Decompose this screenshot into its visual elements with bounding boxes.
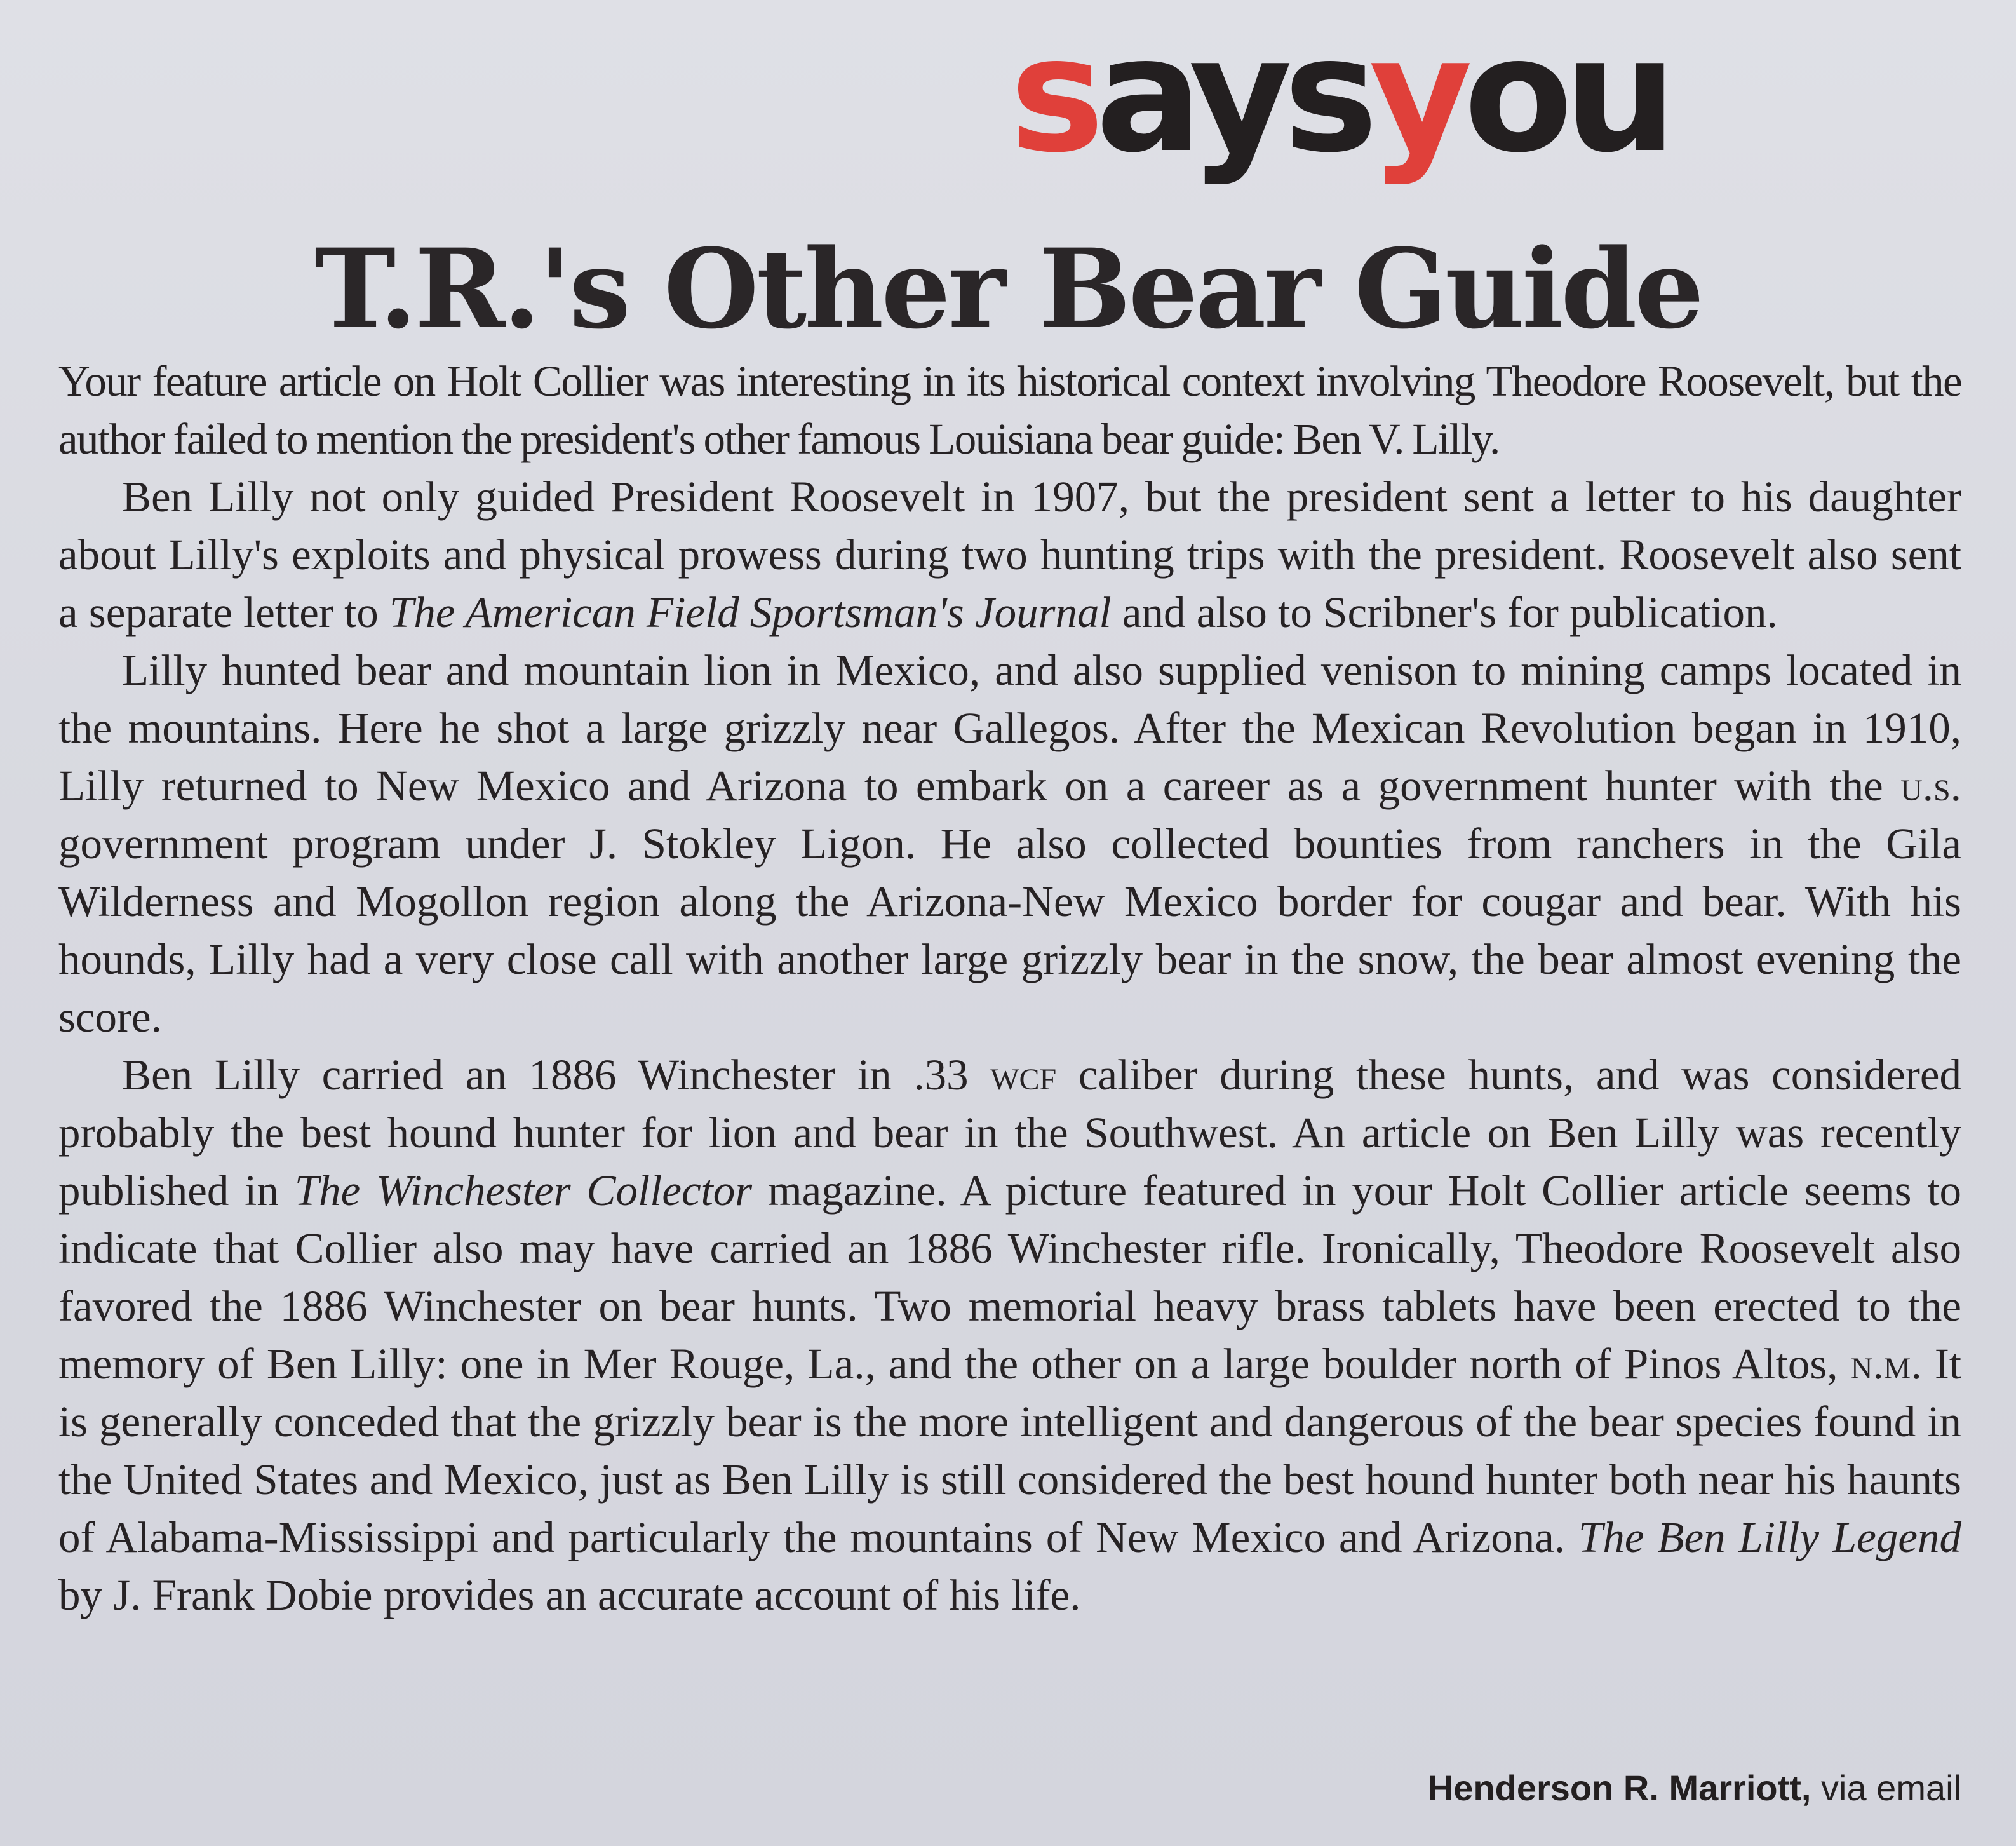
paragraph-2-text-b: and also to Scribner's for publication. [1111,588,1778,637]
us-abbreviation: u.s. [1900,762,1961,810]
logo-letter-y: y [1369,3,1464,187]
paragraph-3-text-b: government program under J. Stokley Ligon. He also collected bounties from ranchers in the Gila Wilderness and Mogollon region along the Arizona-New Mexico border for cougar and bear. With his hounds, Lilly had a very close call with another large grizzly bear in the snow, the bear almost evening the score. [58,819,1961,1041]
author-name: Henderson R. Marriott, [1427,1768,1811,1808]
magazine-title: The Winchester Collector [294,1166,753,1215]
article-body [58,353,1961,1624]
paragraph-3-text-a: Lilly hunted bear and mountain lion in Mexico, and also supplied venison to mining camps located in the mountains. Here he shot a large grizzly near Gallegos. After the Mexican Revolution began in 1910, Lilly returned to New Mexico and Arizona to embark on a career as a government hunter with the [58,646,1961,810]
nm-abbreviation: n.m. [1850,1340,1922,1388]
article-title: T.R.'s Other Bear Guide [314,224,1702,353]
paragraph-2 [58,468,1961,642]
logo-letters-ou: ou [1463,3,1669,187]
paragraph-4-text-b: caliber during these hunts, and was considered probably the best hound hunter for lion and bear in the Southwest. An article on Ben Lilly was recently published in [58,1051,1961,1215]
book-title: The Ben Lilly Legend [1578,1513,1961,1561]
letter-signature [1428,1763,1961,1814]
paragraph-3 [58,642,1961,1046]
paragraph-4-text-d: It is generally conceded that the grizzly bear is the more intelligent and dangerous of the bear species found in the United States and Mexico, just as Ben Lilly is still considered the best hound hunter both near his haunts of Alabama-Mississippi and particularly the mountains of New Mexico and Arizona. [58,1340,1961,1561]
paragraph-4-text-e: by J. Frank Dobie provides an accurate account of his life. [58,1571,1081,1619]
logo-letter-s: s [1010,3,1096,187]
says-you-logo [1010,3,1669,187]
journal-title: The American Field Sportsman's Journal [389,588,1112,637]
paragraph-4-text-c: magazine. A picture featured in your Holt Collier article seems to indicate that Collier also may have carried an 1886 Winchester rifle. Ironically, Theodore Roosevelt also favored the 1886 Winchester on bear hunts. Two memorial heavy brass tablets have been erected to the memory of Ben Lilly: one in Mer Rouge, La., and the other on a large boulder north of Pinos Altos, [58,1166,1961,1388]
logo-letters-ays: ays [1095,3,1369,187]
paragraph-4 [58,1046,1961,1624]
wcf-abbreviation: wcf [990,1051,1057,1099]
paragraph-2-text-a: Ben Lilly not only guided President Roosevelt in 1907, but the president sent a letter to his daughter about Lilly's exploits and physical prowess during two hunting trips with the president. Roosevelt also sent a separate letter to [58,473,1961,637]
author-via: via email [1811,1768,1961,1808]
paragraph-1: Your feature article on Holt Collier was interesting in its historical context involving Theodore Roosevelt, but the author failed to mention the president's other famous Louisiana bear guide: Ben V. Lilly. [58,357,1961,463]
paragraph-4-text-a: Ben Lilly carried an 1886 Winchester in .33 [122,1051,991,1099]
